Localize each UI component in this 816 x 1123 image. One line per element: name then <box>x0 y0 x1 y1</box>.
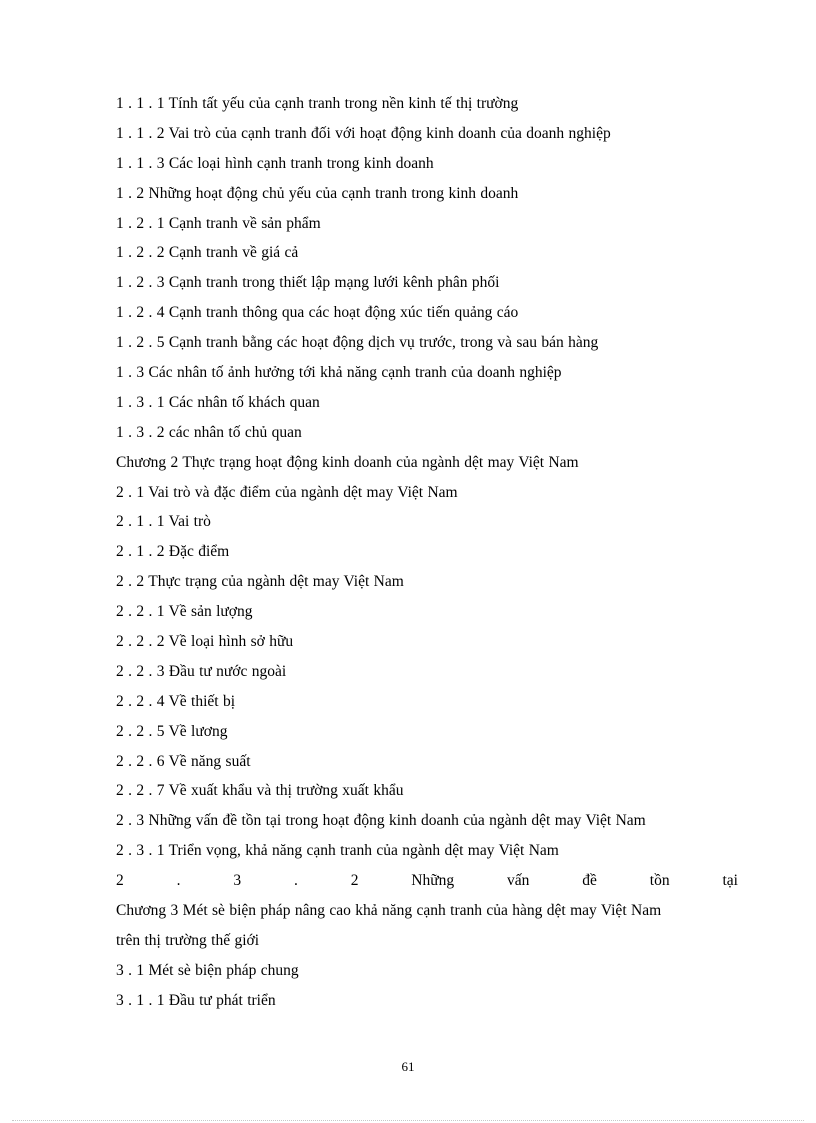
toc-entry-2-1-2: 2 . 1 . 2 Đặc điểm <box>116 543 230 561</box>
toc-entry-1-2-1: 1 . 2 . 1 Cạnh tranh về sản phẩm <box>116 214 321 232</box>
toc-entry-chapter-2: Chương 2 Thực trạng hoạt động kinh doanh của ngành dệt may Việt Nam <box>116 453 579 471</box>
toc-entry-2-2-1: 2 . 2 . 1 Về sản lượng <box>116 603 253 621</box>
page-number: 61 <box>401 1059 415 1074</box>
toc-entry-2-2: 2 . 2 Thực trạng của ngành dệt may Việt Nam <box>116 573 404 591</box>
toc-entry-1-3: 1 . 3 Các nhân tố ảnh hưởng tới khả năng cạnh tranh của doanh nghiệp <box>116 364 562 382</box>
toc-entry-2-2-5: 2 . 2 . 5 Về lương <box>116 722 228 740</box>
toc-entry-3-1: 3 . 1 Mét sè biện pháp chung <box>116 961 299 979</box>
toc-entry-2-1-1: 2 . 1 . 1 Vai trò <box>116 513 211 531</box>
toc-word: tồn <box>649 872 670 890</box>
toc-entry-1-2-4: 1 . 2 . 4 Cạnh tranh thông qua các hoạt động xúc tiến quảng cáo <box>116 304 519 322</box>
toc-word: vấn <box>507 872 530 890</box>
toc-word: 2 <box>350 872 359 890</box>
toc-entry-1-3-1: 1 . 3 . 1 Các nhân tố khách quan <box>116 393 320 411</box>
page-bottom-divider <box>12 1120 804 1121</box>
toc-entry-2-3: 2 . 3 Những vấn đề tồn tại trong hoạt động kinh doanh của ngành dệt may Việt Nam <box>116 812 646 830</box>
toc-entry-1-2-2: 1 . 2 . 2 Cạnh tranh về giá cả <box>116 244 299 262</box>
toc-word: Những <box>411 872 455 890</box>
toc-entry-3-1-1: 3 . 1 . 1 Đầu tư phát triển <box>116 991 276 1009</box>
toc-entry-1-1-1: 1 . 1 . 1 Tính tất yếu của cạnh tranh trong nền kinh tế thị trường <box>116 95 519 112</box>
toc-entry-1-3-2: 1 . 3 . 2 các nhân tố chủ quan <box>116 423 302 441</box>
toc-entry-1-2-5: 1 . 2 . 5 Cạnh tranh bằng các hoạt động dịch vụ trước, trong và sau bán hàng <box>116 334 599 352</box>
toc-entry-2-2-7: 2 . 2 . 7 Về xuất khẩu và thị trường xuất khẩu <box>116 782 404 800</box>
toc-word: 2 <box>116 872 124 890</box>
toc-word: đề <box>582 872 597 890</box>
toc-entry-2-2-2: 2 . 2 . 2 Về loại hình sở hữu <box>116 633 294 651</box>
toc-entry-chapter-3: Chương 3 Mét sè biện pháp nâng cao khả năng cạnh tranh của hàng dệt may Việt Nam <box>116 902 662 920</box>
toc-entry-1-2: 1 . 2 Những hoạt động chủ yếu của cạnh tranh trong kinh doanh <box>116 184 519 202</box>
toc-word: . <box>176 872 181 890</box>
toc-entry-1-1-2: 1 . 1 . 2 Vai trò của cạnh tranh đối với hoạt động kinh doanh của doanh nghiệp <box>116 124 611 142</box>
toc-entry-2-3-2 <box>116 870 738 900</box>
table-of-contents <box>116 93 738 1020</box>
toc-entry-2-3-1: 2 . 3 . 1 Triển vọng, khả năng cạnh tranh của ngành dệt may Việt Nam <box>116 842 559 860</box>
toc-entry-2-2-3: 2 . 2 . 3 Đầu tư nước ngoài <box>116 662 287 680</box>
toc-entry-2-2-6: 2 . 2 . 6 Về năng suất <box>116 752 251 770</box>
toc-entry-chapter-3-continued: trên thị trường thế giới <box>116 931 260 949</box>
toc-entry-1-2-3: 1 . 2 . 3 Cạnh tranh trong thiết lập mạng lưới kênh phân phối <box>116 274 500 292</box>
toc-entry-2-2-4: 2 . 2 . 4 Về thiết bị <box>116 692 236 710</box>
toc-word: 3 <box>233 872 242 890</box>
toc-word: tại <box>722 872 738 890</box>
toc-word: . <box>293 872 298 890</box>
toc-entry-2-1: 2 . 1 Vai trò và đặc điểm của ngành dệt may Việt Nam <box>116 483 458 501</box>
toc-entry-1-1-3: 1 . 1 . 3 Các loại hình cạnh tranh trong kinh doanh <box>116 154 434 172</box>
